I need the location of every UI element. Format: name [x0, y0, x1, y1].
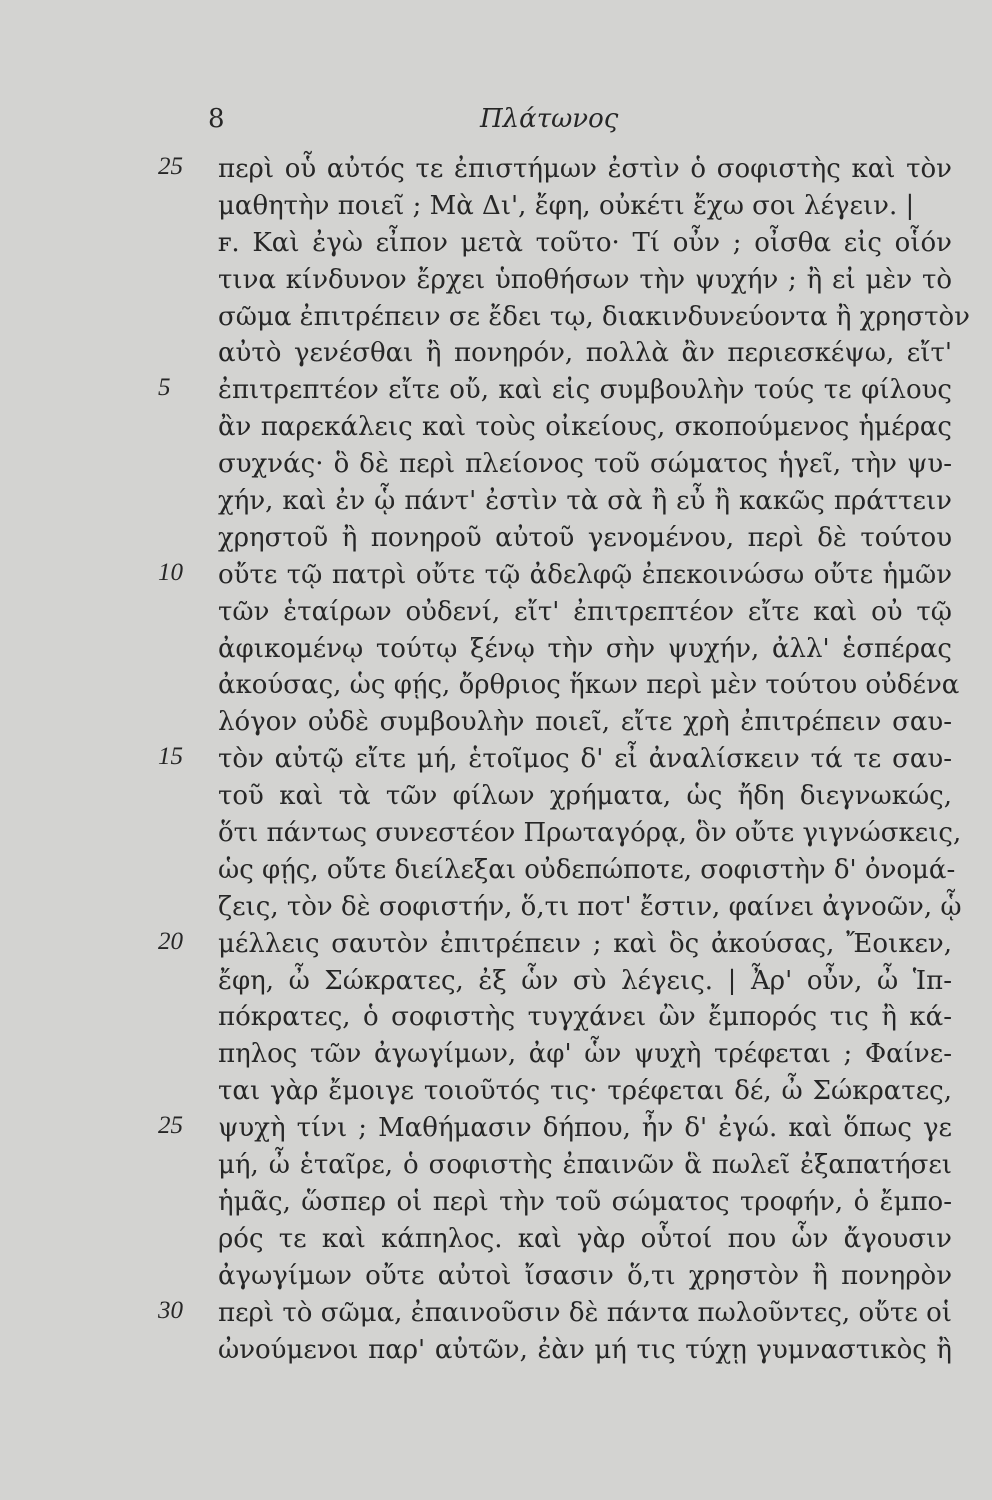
line-text: ἂν παρεκάλεις καὶ τοὺς οἰκείους, σκοπούμενος ἡμέρας — [218, 412, 952, 443]
line-text: ὡς φῄς, οὔτε διείλεξαι οὐδεπώποτε, σοφιστὴν δ' ὀνομά- — [218, 854, 956, 885]
line-text: ψυχὴ τίνι ; Μαθήμασιν δήπου, ἦν δ' ἐγώ. καὶ ὅπως γε — [218, 1113, 952, 1144]
text-line — [0, 593, 992, 630]
line-number: 30 — [158, 1296, 183, 1324]
text-line — [0, 925, 992, 962]
text-line — [0, 334, 992, 371]
line-text: τινα κίνδυνον ἔρχει ὑποθήσων τὴν ψυχήν ; ἢ εἰ μὲν τὸ — [218, 264, 952, 295]
text-line — [0, 150, 992, 187]
line-text: πόκρατες, ὁ σοφιστὴς τυγχάνει ὢν ἔμπορός τις ἢ κά- — [218, 1002, 952, 1033]
line-text: χήν, καὶ ἐν ᾧ πάντ' ἐστὶν τὰ σὰ ἢ εὖ ἢ κακῶς πράττειν — [218, 486, 952, 517]
text-line — [0, 187, 992, 224]
line-number: 25 — [158, 1112, 183, 1140]
line-text: ὅτι πάντως συνεστέον Πρωταγόρᾳ, ὃν οὔτε γιγνώσκεις, — [218, 818, 962, 849]
text-line — [0, 408, 992, 445]
text-line — [0, 998, 992, 1035]
line-text: συχνάς· ὃ δὲ περὶ πλείονος τοῦ σώματος ἡγεῖ, τὴν ψυ- — [218, 449, 952, 480]
line-text: ἐπιτρεπτέον εἴτε οὔ, καὶ εἰς συμβουλὴν τούς τε φίλους — [218, 375, 952, 406]
text-line — [0, 224, 992, 261]
line-number: 5 — [158, 374, 171, 402]
text-line — [0, 740, 992, 777]
text-line — [0, 703, 992, 740]
text-line — [0, 814, 992, 851]
line-text: μέλλεις σαυτὸν ἐπιτρέπειν ; καὶ ὃς ἀκούσας, Ἔοικεν, — [218, 928, 952, 959]
text-line — [0, 1072, 992, 1109]
line-text: περὶ τὸ σῶμα, ἐπαινοῦσιν δὲ πάντα πωλοῦντες, οὔτε οἱ — [218, 1297, 952, 1328]
line-number: 25 — [158, 153, 183, 180]
text-line — [0, 888, 992, 925]
text-line — [0, 1146, 992, 1183]
line-text: περὶ οὗ αὐτός τε ἐπιστήμων ἐστὶν ὁ σοφιστὴς καὶ τὸν — [218, 154, 952, 184]
text-line — [0, 851, 992, 888]
line-text: σῶμα ἐπιτρέπειν σε ἔδει τῳ, διακινδυνεύοντα ἢ χρηστὸν — [218, 301, 970, 332]
line-text: ζεις, τὸν δὲ σοφιστήν, ὅ,τι ποτ' ἔστιν, φαίνει ἀγνοῶν, ᾧ — [218, 891, 962, 922]
text-line — [0, 1294, 992, 1331]
line-text: πηλος τῶν ἀγωγίμων, ἀφ' ὧν ψυχὴ τρέφεται ; Φαίνε- — [218, 1039, 952, 1070]
page-header — [0, 104, 992, 144]
line-text: ται γὰρ ἔμοιγε τοιοῦτός τις· τρέφεται δέ, ὦ Σώκρατες, — [218, 1076, 952, 1107]
line-text: μή, ὦ ἑταῖρε, ὁ σοφιστὴς ἐπαινῶν ἃ πωλεῖ ἐξαπατήσει — [218, 1150, 952, 1181]
line-text: ἡμᾶς, ὥσπερ οἱ περὶ τὴν τοῦ σώματος τροφήν, ὁ ἔμπο- — [218, 1186, 952, 1217]
line-text: χρηστοῦ ἢ πονηροῦ αὐτοῦ γενομένου, περὶ δὲ τούτου — [218, 522, 952, 553]
line-text: ꜰ. Καὶ ἐγὼ εἶπον μετὰ τοῦτο· Τί οὖν ; οἶσθα εἰς οἷόν — [218, 227, 952, 258]
text-line — [0, 445, 992, 482]
text-line — [0, 1220, 992, 1257]
text-line — [0, 630, 992, 667]
text-line — [0, 1257, 992, 1294]
text-line — [0, 298, 992, 335]
line-number: 10 — [158, 558, 183, 586]
line-text: ἔφη, ὦ Σώκρατες, ἐξ ὧν σὺ λέγεις. | Ἆρ' οὖν, ὦ Ἱπ- — [218, 965, 952, 996]
running-title: Πλάτωνος — [480, 104, 619, 134]
line-text: λόγον οὐδὲ συμβουλὴν ποιεῖ, εἴτε χρὴ ἐπιτρέπειν σαυ- — [218, 707, 952, 738]
text-line — [0, 1331, 992, 1368]
page-number: 8 — [208, 104, 225, 134]
line-text: ἀκούσας, ὡς φῄς, ὄρθριος ἥκων περὶ μὲν τούτου οὐδένα — [218, 670, 960, 701]
text-body — [0, 150, 992, 1367]
text-line — [0, 666, 992, 703]
line-text: ἀφικομένῳ τούτῳ ξένῳ τὴν σὴν ψυχήν, ἀλλ' ἑσπέρας — [218, 633, 952, 664]
text-line — [0, 556, 992, 593]
text-line — [0, 261, 992, 298]
line-text: τὸν αὐτῷ εἴτε μή, ἑτοῖμος δ' εἶ ἀναλίσκειν τά τε σαυ- — [218, 744, 952, 775]
line-number: 15 — [158, 743, 183, 771]
line-text: ἀγωγίμων οὔτε αὐτοὶ ἴσασιν ὅ,τι χρηστὸν ἢ πονηρὸν — [218, 1260, 952, 1291]
line-text: ὠνούμενοι παρ' αὐτῶν, ἐὰν μή τις τύχῃ γυμναστικὸς ἢ — [218, 1334, 952, 1365]
text-line — [0, 962, 992, 999]
line-text: τοῦ καὶ τὰ τῶν φίλων χρήματα, ὡς ἤδη διεγνωκώς, — [218, 781, 952, 812]
line-number: 20 — [158, 927, 183, 955]
line-text: αὐτὸ γενέσθαι ἢ πονηρόν, πολλὰ ἂν περιεσκέψω, εἴτ' — [218, 338, 952, 369]
line-text: ρός τε καὶ κάπηλος. καὶ γὰρ οὗτοί που ὧν ἄγουσιν — [218, 1223, 952, 1254]
text-line — [0, 482, 992, 519]
text-line — [0, 519, 992, 556]
text-line — [0, 1183, 992, 1220]
line-text: τῶν ἑταίρων οὐδενί, εἴτ' ἐπιτρεπτέον εἴτε καὶ οὐ τῷ — [218, 596, 952, 627]
text-line — [0, 371, 992, 408]
line-text: οὔτε τῷ πατρὶ οὔτε τῷ ἀδελφῷ ἐπεκοινώσω οὔτε ἡμῶν — [218, 559, 952, 590]
text-line — [0, 1035, 992, 1072]
text-line — [0, 1109, 992, 1146]
line-text: μαθητὴν ποιεῖ ; Μὰ Δι', ἔφη, οὐκέτι ἔχω σοι λέγειν. | — [218, 190, 915, 221]
text-line — [0, 777, 992, 814]
